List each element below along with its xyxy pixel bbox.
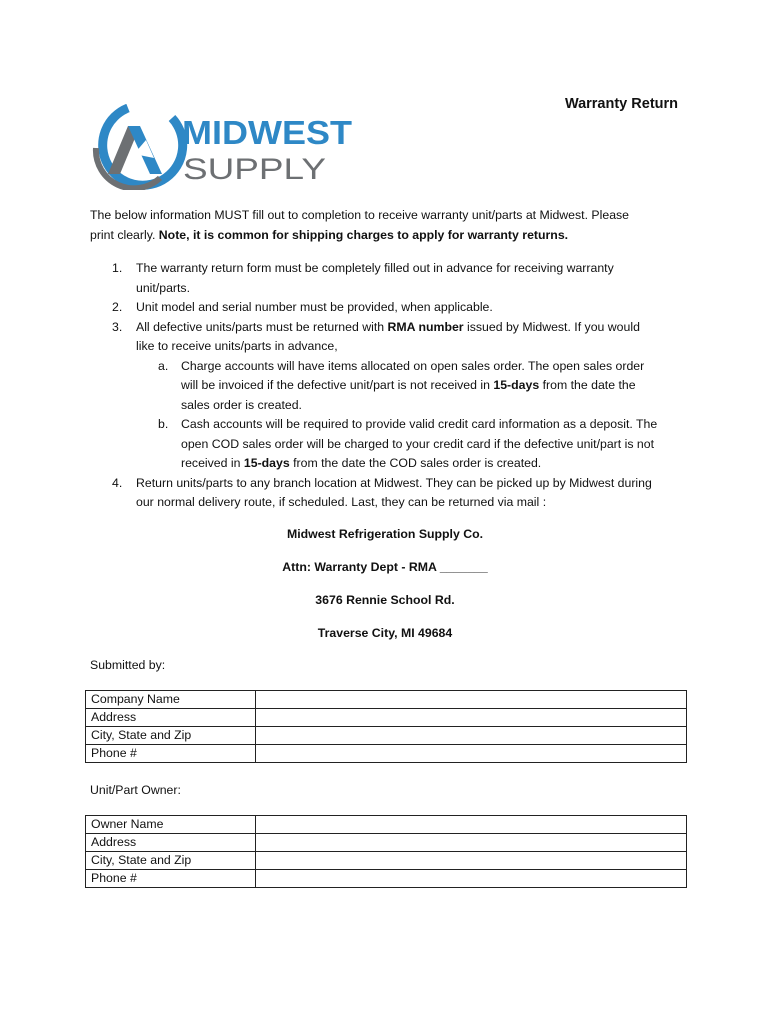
company-name-field[interactable] (256, 691, 687, 709)
logo-mark-icon (96, 108, 183, 188)
owner-table (85, 815, 687, 888)
owner-city-state-zip-field[interactable] (256, 852, 687, 870)
owner-phone-label: Phone # (86, 870, 256, 888)
table-row (86, 834, 687, 852)
address-city: Traverse City, MI 49684 (317, 626, 453, 640)
address-field[interactable] (256, 709, 687, 727)
submitted-by-label: Submitted by: (90, 658, 166, 672)
table-row (86, 745, 687, 763)
midwest-supply-logo (90, 104, 360, 190)
list-item: 4. Return units/parts to any branch location at Midwest. They can be picked up by Midwest during our normal delivery route, if scheduled. Last, they can be returned via mail : (112, 475, 652, 509)
table-row (86, 870, 687, 888)
instructions-list (90, 259, 690, 513)
owner-address-label: Address (86, 834, 256, 852)
city-state-zip-label: City, State and Zip (86, 727, 256, 745)
submitted-by-table (85, 690, 687, 763)
logo-text-supply: SUPPLY (183, 153, 326, 186)
logo-text-midwest: MIDWEST (182, 114, 352, 151)
sub-list-item: a. Charge accounts will have items allocated on open sales order. The open sales order will be invoiced if the defective unit/part is not received in 15-days from the date the sales order is created. (158, 358, 645, 412)
owner-city-state-zip-label: City, State and Zip (86, 852, 256, 870)
company-name-label: Company Name (86, 691, 256, 709)
owner-address-field[interactable] (256, 834, 687, 852)
table-row (86, 816, 687, 834)
owner-phone-field[interactable] (256, 870, 687, 888)
owner-name-field[interactable] (256, 816, 687, 834)
phone-field[interactable] (256, 745, 687, 763)
list-item: 2. Unit model and serial number must be provided, when applicable. (112, 300, 493, 314)
list-item: 3. All defective units/parts must be returned with RMA number issued by Midwest. If you would like to receive units/parts in advance, (112, 319, 640, 353)
page-title: Warranty Return (564, 96, 678, 112)
list-item: 1. The warranty return form must be completely filled out in advance for receiving warranty unit/parts. (112, 261, 614, 295)
rma-number-emphasis: RMA number (387, 319, 464, 334)
table-row (86, 727, 687, 745)
table-row (86, 852, 687, 870)
address-company: Midwest Refrigeration Supply Co. (286, 527, 484, 541)
phone-label: Phone # (86, 745, 256, 763)
table-row (86, 709, 687, 727)
intro-paragraph (90, 206, 690, 245)
intro-line: print clearly. Note, it is common for shipping charges to apply for warranty returns. (90, 227, 569, 242)
intro-line: The below information MUST fill out to completion to receive warranty unit/parts at Midwest. Please (90, 208, 630, 222)
owner-label: Unit/Part Owner: (90, 783, 181, 797)
sub-list-item: b. Cash accounts will be required to provide valid credit card information as a deposit. The open COD sales order will be charged to your credit card if the defective unit/part is not received in 15-days from the date the COD sales order is created. (158, 417, 658, 470)
city-state-zip-field[interactable] (256, 727, 687, 745)
address-attn: Attn: Warranty Dept - RMA _______ (282, 560, 488, 574)
shipping-note: Note, it is common for shipping charges to apply for warranty returns. (158, 227, 569, 242)
owner-name-label: Owner Name (86, 816, 256, 834)
address-street: 3676 Rennie School Rd. (315, 593, 455, 607)
table-row (86, 691, 687, 709)
address-label: Address (86, 709, 256, 727)
